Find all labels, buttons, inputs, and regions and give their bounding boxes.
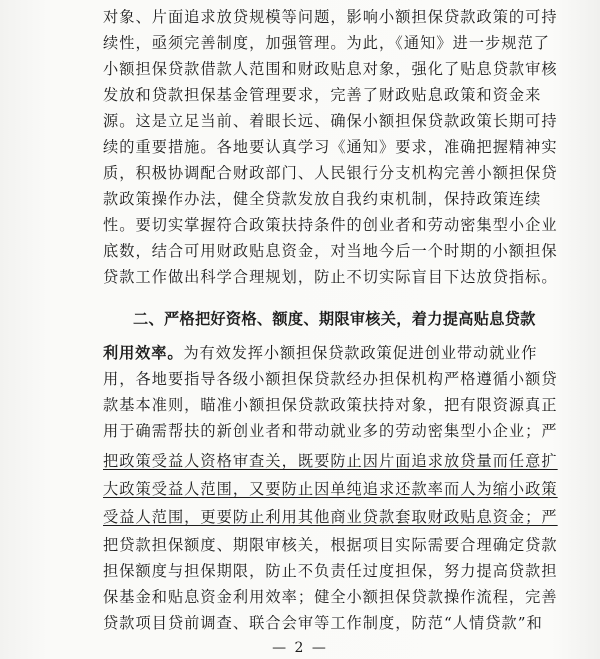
text-line: 用，各地要指导各级小额担保贷款经办担保机构严格遵循小额贷 xyxy=(103,370,558,388)
text-line: 底数，结合可用财政贴息资金，对当地今后一个时期的小额担保 xyxy=(103,242,558,260)
text-segment: 为有效发挥小额担保贷款政策促进创业带动就业作 xyxy=(183,344,538,362)
text-line: 款政策操作办法，健全贷款发放自我约束机制，保持政策连续 xyxy=(103,190,542,208)
text-line: 源。这是立足当前、着眼长远、确保小额担保贷款政策长期可持 xyxy=(103,112,558,130)
text-line: 把贷款担保额度、期限审核关，根据项目实际需要合理确定贷款 xyxy=(103,536,558,554)
text-line: 款基本准则，瞄准小额担保贷款政策扶持对象，把有限资源真正 xyxy=(103,396,558,414)
text-line: 担保额度与担保期限，防止不负责任过度担保，努力提高贷款担 xyxy=(103,562,558,580)
underlined-text-line: 把政策受益人资格审查关，既要防止因片面追求放贷量而任意扩 xyxy=(103,452,558,470)
section-heading: 二、严格把好资格、额度、期限审核关，着力提高贴息贷款 xyxy=(133,310,536,328)
underlined-text-line: 大政策受益人范围，又要防止因单纯追求还款率而人为缩小政策 xyxy=(103,480,558,498)
underlined-text-line: 受益人范围，更要防止利用其他商业贷款套取财政贴息资金；严 xyxy=(103,508,558,526)
text-line: 保基金和贴息资金利用效率；健全小额担保贷款操作流程，完善 xyxy=(103,588,558,606)
text-line: 续性，亟须完善制度，加强管理。为此，《通知》进一步规范了 xyxy=(103,34,551,52)
text-line: 贷款项目贷前调查、联合会审等工作制度，防范“人情贷款”和 xyxy=(103,614,543,632)
text-line: 性。要切实掌握符合政策扶持条件的创业者和劳动密集型小企业 xyxy=(103,216,558,234)
text-line: 质，积极协调配合财政部门、人民银行分支机构完善小额担保贷 xyxy=(103,164,558,182)
text-line: 贷款工作做出科学合理规划，防止不切实际盲目下达放贷指标。 xyxy=(103,268,558,286)
page-number: — 2 — xyxy=(272,640,328,656)
text-line: 小额担保贷款借款人范围和财政贴息对象，强化了贴息贷款审核 xyxy=(103,60,558,78)
text-line: 续的重要措施。各地要认真学习《通知》要求，准确把握精神实 xyxy=(103,138,558,156)
text-line: 发放和贷款担保基金管理要求，完善了财政贴息政策和资金来 xyxy=(103,86,542,104)
text-line: 用于确需帮扶的新创业者和带动就业多的劳动密集型小企业；严 xyxy=(103,422,558,440)
heading-continuation-line xyxy=(103,343,538,363)
section-heading-end: 利用效率。 xyxy=(103,344,184,362)
text-line: 对象、片面追求放贷规模等问题，影响小额担保贷款政策的可持 xyxy=(103,8,558,26)
